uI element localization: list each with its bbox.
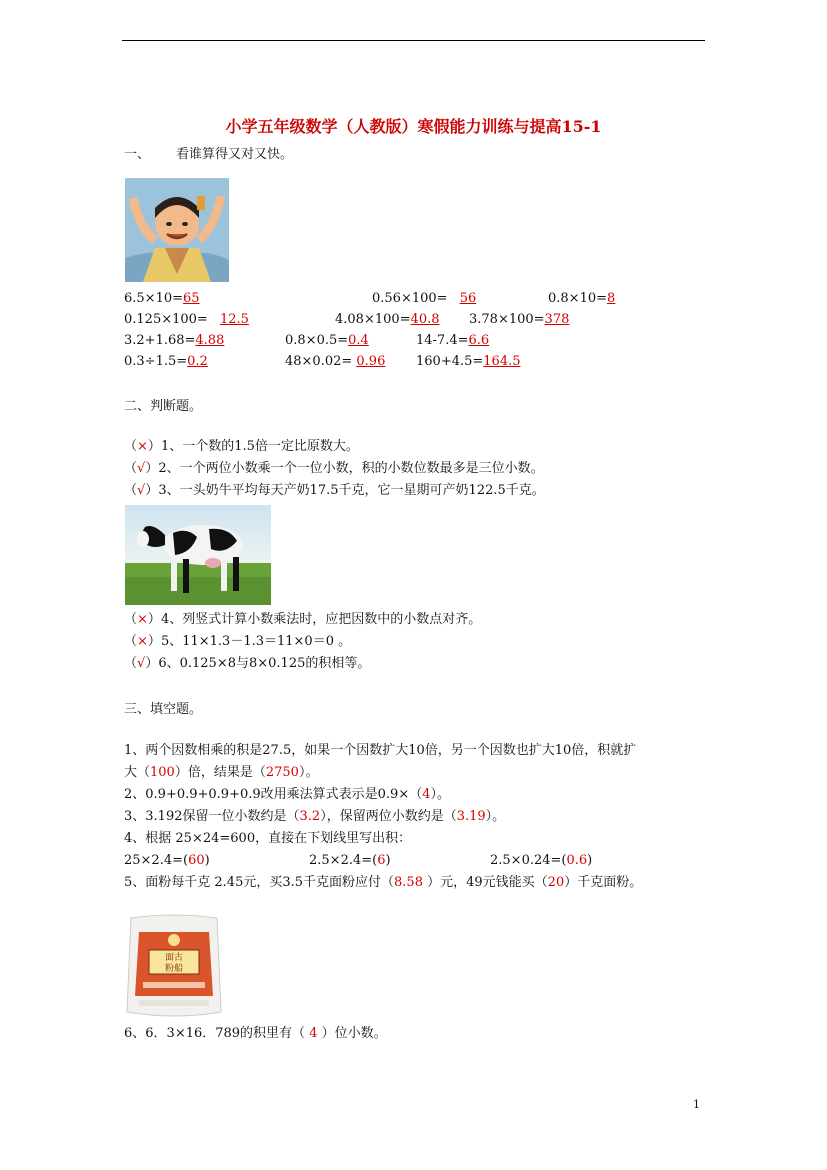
judge-item-5: （×）5、11×1.3－1.3＝11×0＝0 。 [124, 634, 352, 649]
judge-text: 2、一个两位小数乘一个一位小数，积的小数位数最多是三位小数。 [158, 461, 544, 476]
fill-q4-item-3 [490, 851, 592, 871]
calc-answer: 164.5 [483, 354, 521, 369]
calc-answer: 56 [459, 291, 477, 306]
fill-q4: 4、根据 25×24=600，直接在下划线里写出积： [124, 831, 412, 846]
judge-text: 6、0.125×8与8×0.125的积相等。 [158, 656, 371, 671]
fill-text: ) [385, 853, 391, 868]
calc-answer: 0.4 [348, 333, 369, 348]
calc-row-2-item-1 [124, 310, 249, 330]
fill-answer: 4 [309, 1026, 318, 1041]
judge-mark: √ [137, 656, 146, 671]
calc-expression: 0.8×0.5= [285, 333, 349, 348]
fill-text: ）千克面粉。 [564, 875, 643, 890]
judge-text: 3、一头奶牛平均每天产奶17.5千克，它一星期可产奶122.5千克。 [158, 483, 545, 498]
flour-bag-image [125, 912, 223, 1020]
calc-row-1-item-2 [372, 289, 476, 309]
calc-answer: 65 [183, 291, 200, 306]
fill-q4-item-2 [309, 851, 391, 871]
cow-image [125, 505, 271, 605]
fill-text: ）元，49元钱能买（ [422, 875, 548, 890]
calc-row-3-item-1 [124, 331, 224, 351]
fill-text: ）位小数。 [317, 1026, 387, 1041]
calc-answer: 12.5 [219, 312, 249, 327]
calc-expression: 48×0.02= [285, 354, 357, 369]
calc-row-4-item-3 [416, 352, 521, 372]
fill-text: ）倍，结果是（ [174, 765, 266, 780]
fill-q4-item-1 [124, 851, 210, 871]
fill-text: 2.5×0.24=( [490, 853, 567, 868]
bag-label-bottom: 粉船 [164, 964, 184, 974]
fill-q2 [124, 785, 450, 805]
judge-item-6: （√）6、0.125×8与8×0.125的积相等。 [124, 656, 371, 671]
fill-answer: 0.6 [566, 853, 588, 868]
calc-answer: 8 [607, 291, 616, 306]
section-3-heading: 三、填空题。 [124, 702, 203, 717]
calc-answer: 40.8 [410, 312, 440, 327]
calc-expression: 160+4.5= [416, 354, 484, 369]
calc-row-3-item-3 [416, 331, 489, 351]
section-1-text: 看谁算得又对又快。 [176, 147, 294, 162]
calc-answer: 0.2 [187, 354, 208, 369]
fill-text: ）。 [485, 809, 506, 824]
fill-answer: 60 [188, 853, 205, 868]
judge-text: 1、一个数的1.5倍一定比原数大。 [160, 439, 359, 454]
calc-expression: 4.08×100= [335, 312, 411, 327]
fill-q3 [124, 807, 505, 827]
fill-text: 5、面粉每千克 2.45元，买3.5千克面粉应付（ [124, 875, 395, 890]
calc-expression: 0.125×100= [124, 312, 212, 327]
fill-answer: 3.2 [299, 809, 321, 824]
page-title: 小学五年级数学（人教版）寒假能力训练与提高15-1 [225, 117, 602, 136]
judge-text: 5、11×1.3－1.3＝11×0＝0 。 [160, 634, 352, 649]
calc-row-2-item-2 [335, 310, 440, 330]
calc-answer: 378 [544, 312, 570, 327]
calc-answer: 6.6 [468, 333, 490, 348]
calc-expression: 6.5×10= [124, 291, 184, 306]
calc-row-1-item-1 [124, 289, 200, 309]
judge-mark: × [137, 634, 148, 649]
calc-expression: 14-7.4= [416, 333, 469, 348]
bag-label-top: 面古 [164, 953, 184, 963]
fill-text: 2.5×2.4=( [309, 853, 378, 868]
judge-mark: × [137, 612, 148, 627]
judge-item-2: （√）2、一个两位小数乘一个一位小数，积的小数位数最多是三位小数。 [124, 461, 544, 476]
section-1-number: 一、 [124, 147, 151, 162]
fill-text: ）。 [430, 787, 451, 802]
cartoon-boy-image [125, 178, 229, 282]
judge-mark: √ [137, 461, 146, 476]
fill-text: 2、0.9+0.9+0.9+0.9改用乘法算式表示是0.9×（ [124, 787, 423, 802]
judge-item-1: （×）1、一个数的1.5倍一定比原数大。 [124, 439, 359, 454]
section-1-heading [124, 145, 293, 165]
judge-item-3: （√）3、一头奶牛平均每天产奶17.5千克，它一星期可产奶122.5千克。 [124, 483, 545, 498]
calc-expression: 0.56×100= [372, 291, 452, 306]
fill-q1-line-1: 1、两个因数相乘的积是27.5，如果一个因数扩大10倍，另一个因数也扩大10倍，积就扩 [124, 743, 637, 758]
fill-text: ）。 [298, 765, 319, 780]
calc-answer: 0.96 [356, 354, 386, 369]
calc-row-4-item-1 [124, 352, 208, 372]
section-2-heading: 二、判断题。 [124, 399, 203, 414]
calc-row-4-item-2 [285, 352, 385, 372]
fill-answer: 20 [547, 875, 565, 890]
fill-answer: 4 [422, 787, 431, 802]
fill-answer: 6 [377, 853, 386, 868]
judge-item-4: （×）4、列竖式计算小数乘法时，应把因数中的小数点对齐。 [124, 612, 482, 627]
fill-q5 [124, 873, 642, 893]
calc-answer: 4.88 [195, 333, 225, 348]
calc-expression: 3.2+1.68= [124, 333, 196, 348]
calc-row-2-item-3 [469, 310, 569, 330]
fill-answer: 3.19 [456, 809, 486, 824]
fill-answer: 2750 [265, 765, 299, 780]
fill-text: ) [204, 853, 210, 868]
fill-answer: 100 [150, 765, 175, 780]
header-rule [122, 40, 705, 41]
fill-q6 [124, 1024, 387, 1044]
fill-text: ），保留两位小数约是（ [320, 809, 457, 824]
fill-text: 3、3.192保留一位小数约是（ [124, 809, 300, 824]
calc-expression: 3.78×100= [469, 312, 545, 327]
page-number: 1 [693, 1098, 700, 1111]
fill-text: 25×2.4=( [124, 853, 189, 868]
judge-mark: √ [137, 483, 146, 498]
judge-mark: × [137, 439, 148, 454]
fill-text: 6、6．3×16．789的积里有（ [124, 1026, 310, 1041]
fill-text: 大（ [124, 765, 151, 780]
calc-row-1-item-3 [548, 289, 615, 309]
calc-expression: 0.3÷1.5= [124, 354, 188, 369]
calc-expression: 0.8×10= [548, 291, 608, 306]
judge-text: 4、列竖式计算小数乘法时，应把因数中的小数点对齐。 [160, 612, 482, 627]
fill-q1-line-2 [124, 763, 318, 783]
fill-text: ) [587, 853, 593, 868]
fill-answer: 8.58 [394, 875, 423, 890]
calc-row-3-item-2 [285, 331, 369, 351]
